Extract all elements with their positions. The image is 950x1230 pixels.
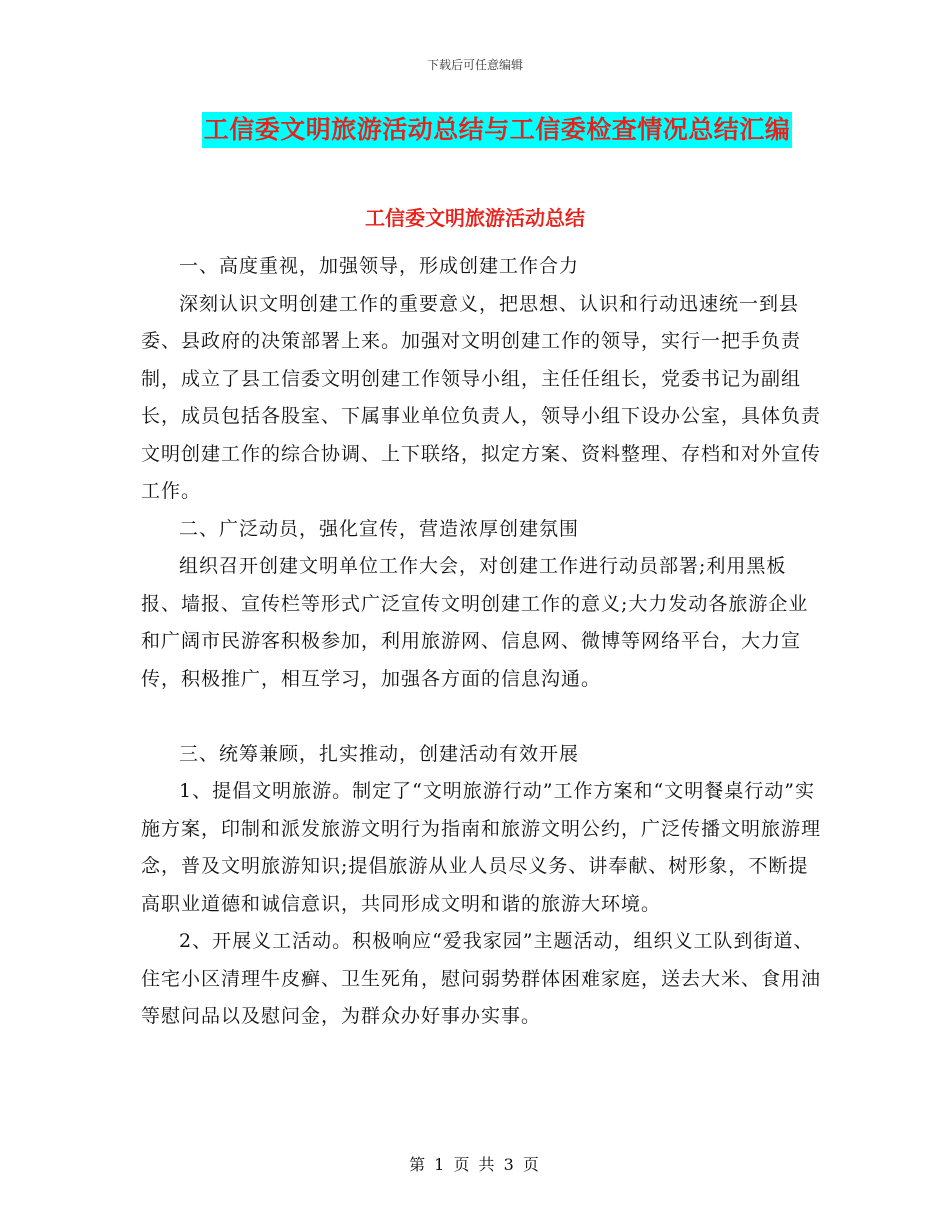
paragraph-2: 组织召开创建文明单位工作大会，对创建工作进行动员部署;利用黑板报、墙报、宣传栏等形式广泛宣传文明创建工作的意义;大力发动各旅游企业和广阔市民游客积极参加，利用旅游网、信息网、微博等网络平台，大力宣传，积极推广，相互学习，加强各方面的信息沟通。 [141, 555, 809, 690]
heading-1: 一、高度重视，加强领导，形成创建工作合力 [179, 255, 580, 277]
main-title: 工信委文明旅游活动总结与工信委检查情况总结汇编 [202, 112, 793, 148]
main-title-container [0, 112, 950, 148]
section-title: 工信委文明旅游活动总结 [365, 206, 585, 230]
heading-3: 三、统筹兼顾，扎实推动，创建活动有效开展 [179, 742, 580, 765]
page-footer: 第 1 页 共 3 页 [409, 1155, 541, 1174]
paragraph-3: 1、提倡文明旅游。制定了“文明旅游行动”工作方案和“文明餐桌行动”实施方案，印制和派发旅游文明行为指南和旅游文明公约，广泛传播文明旅游理念，普及文明旅游知识;提倡旅游从业人员尽义务、讲奉献、树形象，不断提高职业道德和诚信意识，共同形成文明和谐的旅游大环境。 [141, 780, 822, 915]
paragraph-1: 深刻认识文明创建工作的重要意义，把思想、认识和行动迅速统一到县委、县政府的决策部署上来。加强对文明创建工作的领导，实行一把手负责制，成立了县工信委文明创建工作领导小组，主任任组长，党委书记为副组长，成员包括各股室、下属事业单位负责人，领导小组下设办公室，具体负责文明创建工作的综合协调、上下联络，拟定方案、资料整理、存档和对外宣传工作。 [141, 292, 822, 502]
header-note: 下载后可任意编辑 [426, 58, 523, 72]
document-body [141, 248, 821, 1036]
heading-2: 二、广泛动员，强化宣传，营造浓厚创建氛围 [179, 517, 580, 540]
paragraph-4: 2、开展义工活动。积极响应“爱我家园”主题活动，组织义工队到街道、住宅小区清理牛皮癣、卫生死角，慰问弱势群体困难家庭，送去大米、食用油等慰问品以及慰问金，为群众办好事办实事。 [141, 930, 822, 1027]
